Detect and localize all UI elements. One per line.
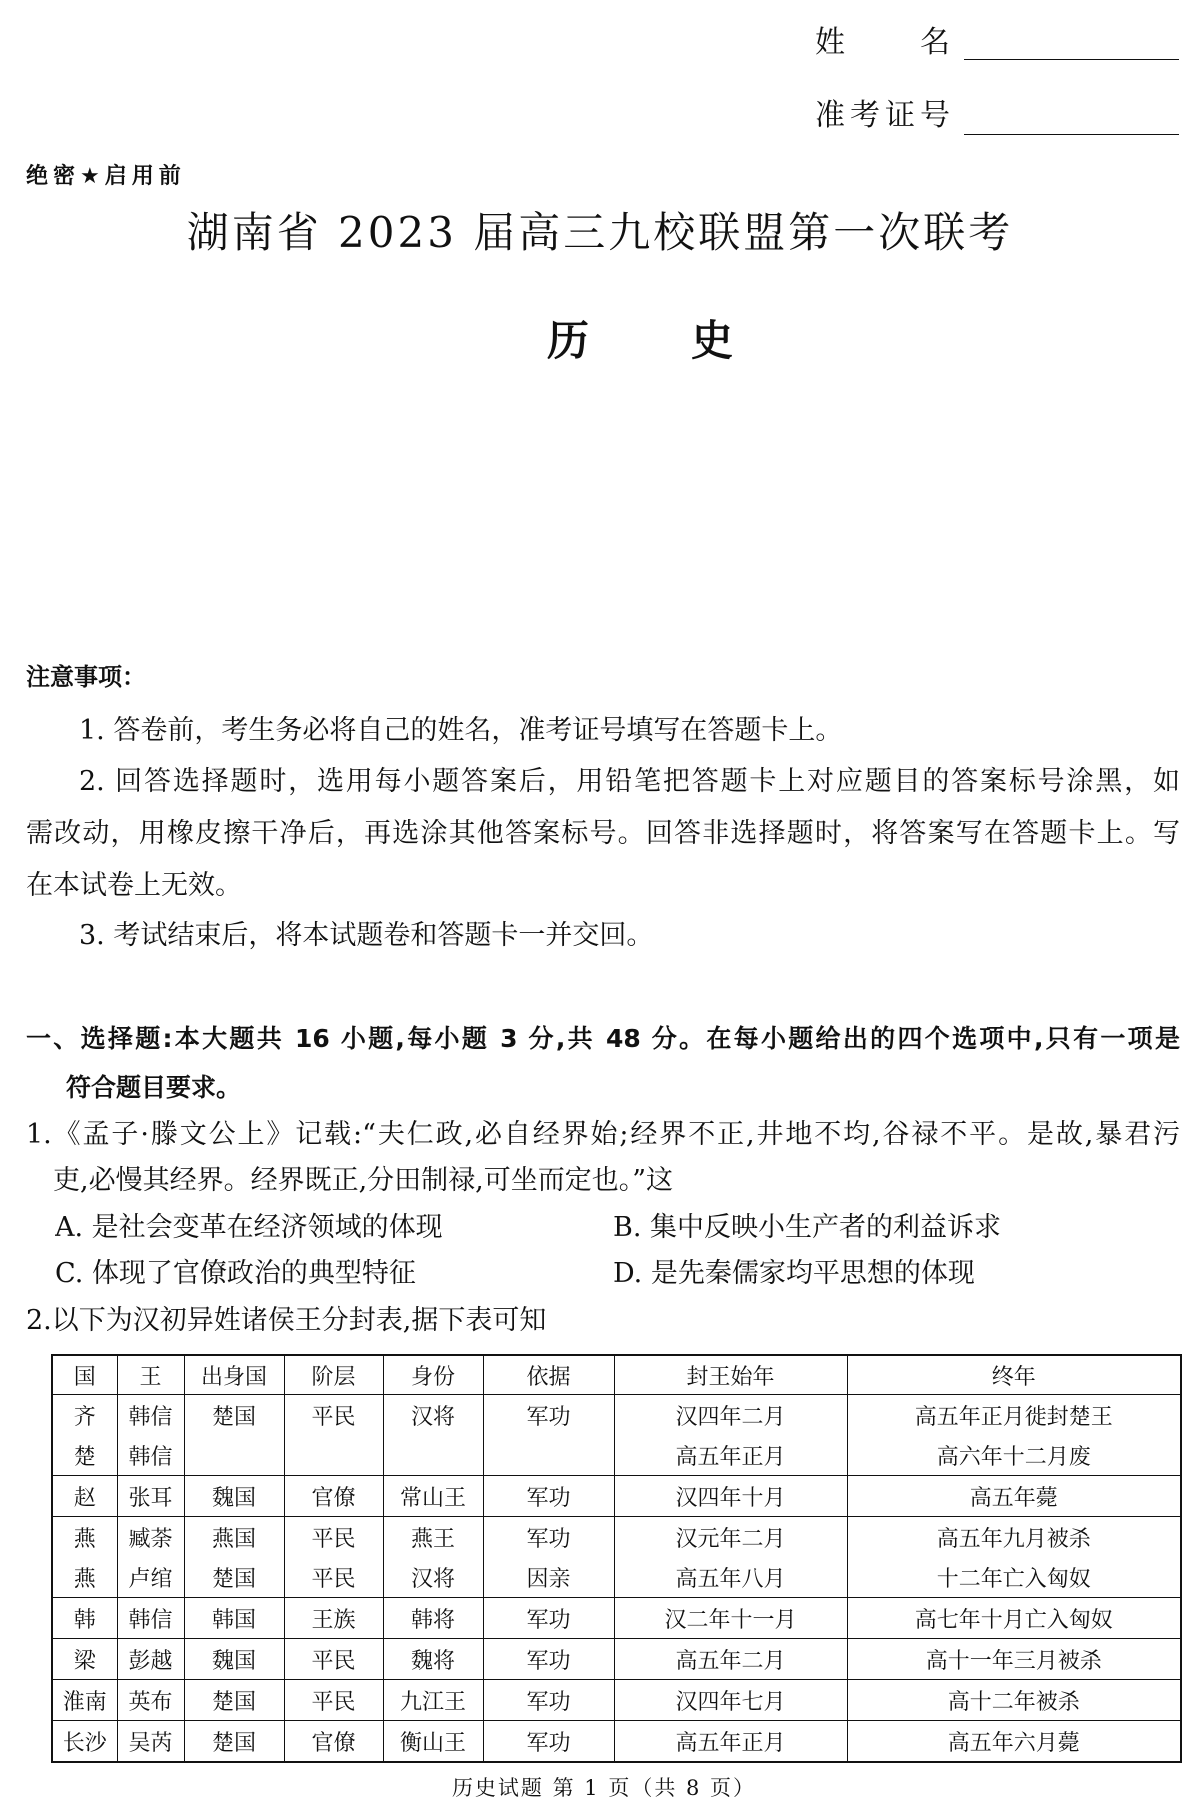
cell-king: 张耳 [117,1476,184,1517]
cell-start-year: 汉四年二月 [614,1395,847,1436]
cell-state: 燕 [52,1557,117,1598]
cell-king: 臧荼 [117,1517,184,1558]
table-row [52,1639,1181,1680]
cell-identity: 燕王 [383,1517,483,1558]
notes-item-2-line-3: 在本试卷上无效。 [26,870,242,901]
question-1-option-c: C. 体现了官僚政治的典型特征 [55,1258,416,1289]
notes-item-1: 1. 答卷前，考生务必将自己的姓名，准考证号填写在答题卡上。 [79,715,843,746]
column-header-state: 国 [52,1355,117,1395]
cell-state: 长沙 [52,1721,117,1763]
cell-identity: 魏将 [383,1639,483,1680]
cell-identity: 常山王 [383,1476,483,1517]
cell-state: 淮南 [52,1680,117,1721]
column-header-origin: 出身国 [184,1355,284,1395]
column-header-start-year: 封王始年 [614,1355,847,1395]
cell-origin: 楚国 [184,1721,284,1763]
cell-state: 赵 [52,1476,117,1517]
column-header-king: 王 [117,1355,184,1395]
cell-end-year: 高七年十月亡入匈奴 [847,1598,1181,1639]
cell-basis: 因亲 [483,1557,614,1598]
cell-class: 平民 [284,1639,383,1680]
table-row [52,1435,1181,1476]
table-row [52,1517,1181,1558]
cell-basis: 军功 [483,1395,614,1436]
cell-start-year: 高五年二月 [614,1639,847,1680]
name-label: 姓 名 [815,25,955,60]
exam-id-underline [964,134,1179,135]
cell-origin: 楚国 [184,1680,284,1721]
question-1-stem-line-1: 1.《孟子·滕文公上》记载:“夫仁政,必自经界始;经界不正,井地不均,谷禄不平。是故,暴君污 [26,1119,1180,1150]
cell-class [284,1435,383,1476]
table-row [52,1680,1181,1721]
cell-origin [184,1435,284,1476]
cell-basis: 军功 [483,1721,614,1763]
cell-state: 楚 [52,1435,117,1476]
cell-identity: 九江王 [383,1680,483,1721]
table-row [52,1557,1181,1598]
cell-basis: 军功 [483,1639,614,1680]
question-1-stem-line-2: 吏,必慢其经界。经界既正,分田制禄,可坐而定也。”这 [53,1165,674,1196]
notes-item-3: 3. 考试结束后，将本试题卷和答题卡一并交回。 [79,920,654,951]
cell-identity: 衡山王 [383,1721,483,1763]
cell-origin: 魏国 [184,1639,284,1680]
cell-origin: 楚国 [184,1395,284,1436]
cell-basis [483,1435,614,1476]
cell-end-year: 高五年九月被杀 [847,1517,1181,1558]
cell-end-year: 高十一年三月被杀 [847,1639,1181,1680]
cell-end-year: 高十二年被杀 [847,1680,1181,1721]
cell-end-year: 高五年正月徙封楚王 [847,1395,1181,1436]
question-2-stem: 2.以下为汉初异姓诸侯王分封表,据下表可知 [26,1305,547,1336]
notes-heading: 注意事项： [26,663,146,691]
cell-king: 韩信 [117,1598,184,1639]
notes-item-2-line-1: 2. 回答选择题时，选用每小题答案后，用铅笔把答题卡上对应题目的答案标号涂黑，如 [79,766,1180,797]
table-header-row [52,1355,1181,1395]
question-1-option-b: B. 集中反映小生产者的利益诉求 [613,1212,1002,1243]
column-header-class: 阶层 [284,1355,383,1395]
cell-state: 齐 [52,1395,117,1436]
cell-class: 官僚 [284,1721,383,1763]
cell-state: 韩 [52,1598,117,1639]
cell-state: 燕 [52,1517,117,1558]
cell-king: 吴芮 [117,1721,184,1763]
cell-king: 彭越 [117,1639,184,1680]
cell-start-year: 汉四年十月 [614,1476,847,1517]
exam-title: 湖南省 2023 届高三九校联盟第一次联考 [186,208,1014,257]
subject-title: 历 史 [547,316,740,365]
cell-origin: 楚国 [184,1557,284,1598]
cell-class: 平民 [284,1680,383,1721]
cell-class: 王族 [284,1598,383,1639]
cell-origin: 韩国 [184,1598,284,1639]
section-heading-line-2: 符合题目要求。 [66,1073,242,1102]
column-header-identity: 身份 [383,1355,483,1395]
cell-identity: 韩将 [383,1598,483,1639]
cell-basis: 军功 [483,1476,614,1517]
column-header-end-year: 终年 [847,1355,1181,1395]
question-1-option-a: A. 是社会变革在经济领域的体现 [55,1212,443,1243]
cell-class: 平民 [284,1395,383,1436]
cell-start-year: 高五年正月 [614,1435,847,1476]
cell-king: 英布 [117,1680,184,1721]
table-row [52,1721,1181,1763]
cell-state: 梁 [52,1639,117,1680]
section-heading-line-1: 一、选择题:本大题共 16 小题,每小题 3 分,共 48 分。在每小题给出的四个选项中,只有一项是 [26,1024,1180,1053]
cell-end-year: 高五年六月薨 [847,1721,1181,1763]
cell-king: 韩信 [117,1395,184,1436]
column-header-basis: 依据 [483,1355,614,1395]
exam-id-label: 准考证号 [815,98,955,133]
table-row [52,1476,1181,1517]
table-row [52,1395,1181,1436]
cell-basis: 军功 [483,1517,614,1558]
confidential-label: 绝密★启用前 [26,164,186,189]
cell-basis: 军功 [483,1680,614,1721]
question-1-option-d: D. 是先秦儒家均平思想的体现 [613,1258,975,1289]
cell-identity: 汉将 [383,1395,483,1436]
cell-start-year: 高五年八月 [614,1557,847,1598]
table-row [52,1598,1181,1639]
enfeoffment-table [51,1354,1182,1763]
cell-identity: 汉将 [383,1557,483,1598]
cell-end-year: 十二年亡入匈奴 [847,1557,1181,1598]
cell-class: 官僚 [284,1476,383,1517]
cell-origin: 燕国 [184,1517,284,1558]
cell-basis: 军功 [483,1598,614,1639]
cell-king: 韩信 [117,1435,184,1476]
cell-class: 平民 [284,1517,383,1558]
footer-page-info: 历史试题 第 1 页（共 8 页） [451,1776,757,1800]
cell-start-year: 汉元年二月 [614,1517,847,1558]
notes-item-2-line-2: 需改动，用橡皮擦干净后，再选涂其他答案标号。回答非选择题时，将答案写在答题卡上。写 [26,818,1180,849]
cell-end-year: 高六年十二月废 [847,1435,1181,1476]
cell-start-year: 高五年正月 [614,1721,847,1763]
cell-king: 卢绾 [117,1557,184,1598]
cell-class: 平民 [284,1557,383,1598]
cell-start-year: 汉四年七月 [614,1680,847,1721]
cell-start-year: 汉二年十一月 [614,1598,847,1639]
cell-identity [383,1435,483,1476]
cell-end-year: 高五年薨 [847,1476,1181,1517]
cell-origin: 魏国 [184,1476,284,1517]
name-underline [964,59,1179,60]
